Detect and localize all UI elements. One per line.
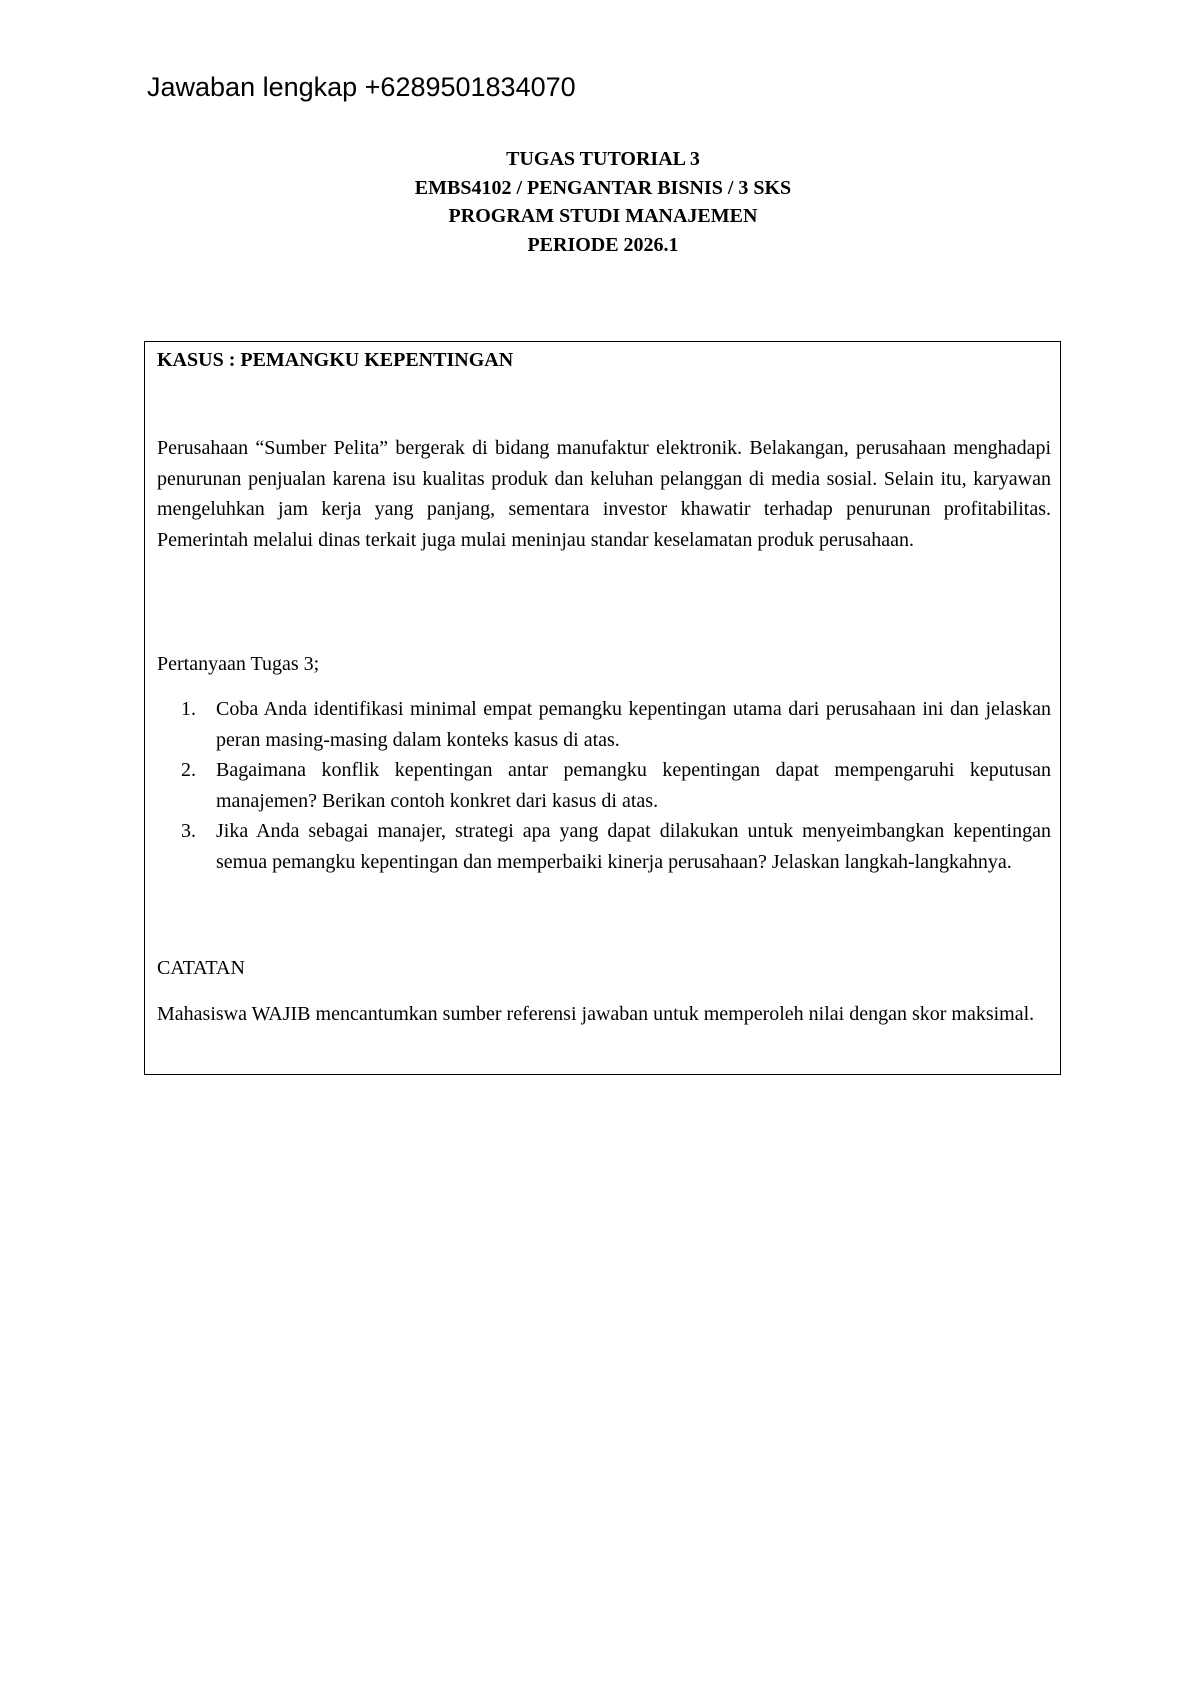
- header-program: PROGRAM STUDI MANAJEMEN: [448, 205, 758, 227]
- questions-list: [181, 694, 1051, 877]
- case-title: KASUS : PEMANGKU KEPENTINGAN: [157, 349, 514, 371]
- question-text: Jika Anda sebagai manajer, strategi apa yang dapat dilakukan untuk menyeimbangkan kepentingan semua pemangku kepentingan dan memperbaiki kinerja perusahaan? Jelaskan langkah-langkahnya.: [216, 820, 1051, 873]
- note-text: Mahasiswa WAJIB mencantumkan sumber referensi jawaban untuk memperoleh nilai dengan skor maksimal.: [157, 1003, 1035, 1025]
- question-item: [181, 816, 1051, 877]
- note-title: CATATAN: [157, 957, 245, 979]
- case-box: [144, 341, 1061, 1075]
- header-course: EMBS4102 / PENGANTAR BISNIS / 3 SKS: [414, 176, 792, 199]
- questions-heading: Pertanyaan Tugas 3;: [157, 653, 320, 675]
- header-title: TUGAS TUTORIAL 3: [506, 148, 700, 170]
- document-header: [0, 145, 1200, 259]
- contact-line: Jawaban lengkap +6289501834070: [147, 72, 576, 102]
- header-period: PERIODE 2026.1: [527, 233, 679, 256]
- question-number: 2.: [181, 759, 196, 781]
- question-number: 3.: [181, 820, 196, 842]
- question-item: [181, 755, 1051, 816]
- question-item: [181, 694, 1051, 755]
- question-number: 1.: [181, 698, 196, 720]
- question-text: Coba Anda identifikasi minimal empat pemangku kepentingan utama dari perusahaan ini dan jelaskan peran masing-masing dalam konteks kasus di atas.: [216, 698, 1051, 751]
- case-paragraph: Perusahaan “Sumber Pelita” bergerak di bidang manufaktur elektronik. Belakangan, perusahaan menghadapi penurunan penjualan karena isu kualitas produk dan keluhan pelanggan di media sosial. Selain itu, karyawan mengeluhkan jam kerja yang panjang, sementara investor khawatir terhadap penurunan profitabilitas. Pemerintah melalui dinas terkait juga mulai meninjau standar keselamatan produk perusahaan.: [157, 437, 1051, 551]
- question-text: Bagaimana konflik kepentingan antar pemangku kepentingan dapat mempengaruhi keputusan manajemen? Berikan contoh konkret dari kasus di atas.: [216, 759, 1051, 812]
